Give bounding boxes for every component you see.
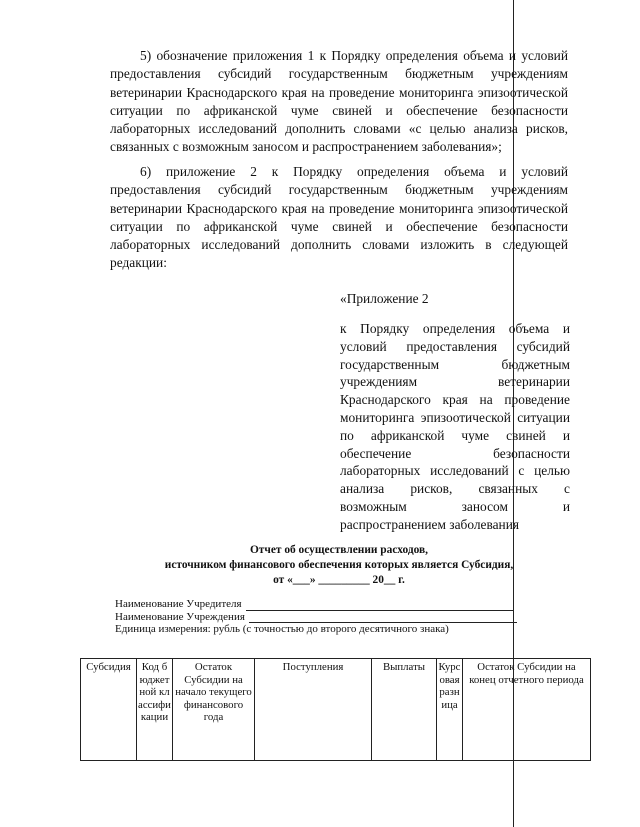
col-header-payments: Выплаты — [372, 659, 437, 761]
report-table — [80, 658, 591, 761]
col-header-closing-balance: Остаток Субсидии на конец отчетного периода — [463, 659, 591, 761]
founder-label: Наименование Учредителя — [115, 598, 242, 610]
report-fields — [115, 598, 535, 636]
appendix-description: к Порядку определения объема и условий предоставления субсидий государственным бюджетным учреждениям ветеринарии Краснодарского края на проведение мониторинга эпизоотической ситуации по африканской чуме свиней и обеспечение безопасности лабораторных исследований с целью анализа рисков, связанных с возможным заносом и распространением заболевания — [340, 321, 570, 532]
founder-field — [115, 598, 535, 611]
institution-blank-line — [249, 612, 517, 623]
founder-blank-line — [246, 600, 514, 611]
unit-of-measure: Единица измерения: рубль (с точностью до второго десятичного знака) — [115, 623, 449, 635]
col-header-subsidy: Субсидия — [81, 659, 137, 761]
appendix-title: «Приложение 2 — [340, 291, 429, 306]
table-header-row — [81, 659, 591, 761]
report-title-line-2: источником финансового обеспечения которых является Субсидия, — [164, 559, 514, 571]
report-title — [110, 543, 568, 588]
paragraph-item-5: 5) обозначение приложения 1 к Порядку определения объема и условий предоставления субсидий государственным бюджетным учреждениям ветеринарии Краснодарского края на проведение мониторинга эпизоотической ситуации по африканской чуме свиней и обеспечение безопасности лабораторных исследований дополнить словами «с целью анализа рисков, связанных с возможным заносом и распространением заболевания»; — [110, 48, 568, 155]
institution-field — [115, 611, 535, 624]
col-header-opening-balance: Остаток Субсидии на начало текущего финансового года — [173, 659, 255, 761]
report-title-line-1: Отчет об осуществлении расходов, — [249, 544, 429, 556]
col-header-receipts: Поступления — [255, 659, 372, 761]
report-title-line-3: от «___» _________ 20__ г. — [273, 574, 405, 586]
institution-label: Наименование Учреждения — [115, 610, 245, 623]
paragraph-item-6: 6) приложение 2 к Порядку определения объема и условий предоставления субсидий государственным бюджетным учреждениям ветеринарии Краснодарского края на проведение мониторинга эпизоотической ситуации по африканской чуме свиней и обеспечение безопасности лабораторных исследований дополнить словами изложить в следующей редакции: — [110, 164, 568, 271]
col-header-exchange-difference: Курсовая разница — [437, 659, 463, 761]
col-header-budget-code: Код бюджетной классификации — [137, 659, 173, 761]
